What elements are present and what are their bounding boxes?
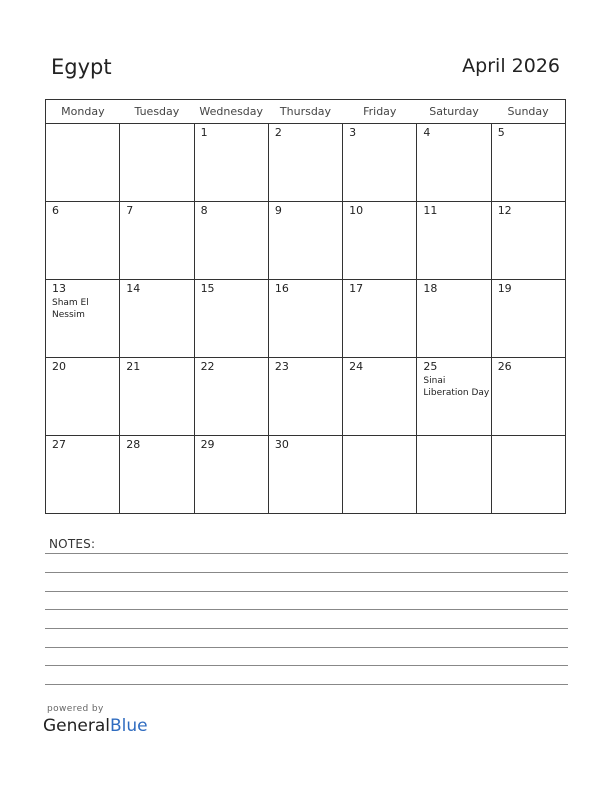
calendar-day-cell xyxy=(46,202,120,280)
day-number: 8 xyxy=(200,204,208,217)
day-number: 22 xyxy=(200,360,215,373)
note-line xyxy=(45,647,568,648)
calendar-week-row xyxy=(46,358,566,436)
day-number: 7 xyxy=(126,204,134,217)
weekday-friday: Friday xyxy=(343,100,417,124)
day-number: 24 xyxy=(349,360,364,373)
weekday-sunday: Sunday xyxy=(491,100,565,124)
calendar-day-cell xyxy=(491,280,565,358)
calendar-day-cell xyxy=(491,202,565,280)
calendar-day-cell xyxy=(343,358,417,436)
calendar-day-cell xyxy=(194,124,268,202)
calendar-day-cell xyxy=(194,202,268,280)
calendar-week-row xyxy=(46,202,566,280)
calendar-day-cell xyxy=(194,358,268,436)
day-number: 18 xyxy=(423,282,438,295)
day-number: 9 xyxy=(274,204,282,217)
note-line xyxy=(45,553,568,554)
day-number: 12 xyxy=(497,204,512,217)
day-number: 26 xyxy=(497,360,512,373)
day-number: 27 xyxy=(52,438,66,451)
note-line xyxy=(45,572,568,573)
note-line xyxy=(45,609,568,610)
calendar-day-cell xyxy=(46,124,120,202)
calendar-day-cell xyxy=(268,358,342,436)
day-number: 2 xyxy=(274,126,282,139)
calendar-week-row xyxy=(46,280,566,358)
calendar-day-cell xyxy=(120,436,194,514)
calendar-day-cell xyxy=(268,124,342,202)
note-line xyxy=(45,665,568,666)
day-number: 5 xyxy=(497,126,505,139)
day-number: 25 xyxy=(423,360,438,373)
weekday-header-row xyxy=(46,100,566,124)
day-number: 17 xyxy=(349,282,364,295)
note-line xyxy=(45,684,568,685)
day-number: 20 xyxy=(52,360,66,373)
month-year-title: April 2026 xyxy=(462,55,560,77)
day-number: 23 xyxy=(274,360,289,373)
weekday-wednesday: Wednesday xyxy=(194,100,268,124)
calendar-day-cell xyxy=(417,358,491,436)
day-number: 19 xyxy=(497,282,512,295)
calendar-day-cell xyxy=(268,436,342,514)
day-number: 4 xyxy=(423,126,431,139)
calendar-day-cell xyxy=(268,280,342,358)
weekday-thursday: Thursday xyxy=(268,100,342,124)
powered-by-text: powered by xyxy=(47,704,104,714)
day-number: 28 xyxy=(126,438,141,451)
day-number: 29 xyxy=(200,438,215,451)
brand-logo xyxy=(43,716,148,736)
calendar-day-cell xyxy=(343,436,417,514)
calendar-day-cell xyxy=(46,358,120,436)
calendar-day-cell xyxy=(120,124,194,202)
weekday-monday: Monday xyxy=(46,100,120,124)
day-number: 10 xyxy=(349,204,364,217)
day-number: 11 xyxy=(423,204,438,217)
calendar-week-row xyxy=(46,124,566,202)
note-line xyxy=(45,591,568,592)
calendar-day-cell xyxy=(120,358,194,436)
holiday-label: Sinai Liberation Day xyxy=(423,376,490,398)
calendar-week-row xyxy=(46,436,566,514)
calendar-day-cell xyxy=(417,124,491,202)
calendar-day-cell xyxy=(417,436,491,514)
country-title: Egypt xyxy=(51,55,112,79)
day-number: 6 xyxy=(52,204,59,217)
weekday-tuesday: Tuesday xyxy=(120,100,194,124)
day-number: 13 xyxy=(52,282,66,295)
day-number: 3 xyxy=(349,126,357,139)
calendar-day-cell xyxy=(268,202,342,280)
calendar-day-cell xyxy=(120,202,194,280)
calendar-day-cell xyxy=(491,436,565,514)
calendar-grid xyxy=(45,99,566,514)
calendar-day-cell xyxy=(417,280,491,358)
day-number: 14 xyxy=(126,282,141,295)
day-number: 16 xyxy=(274,282,289,295)
brand-general: General xyxy=(43,716,110,736)
calendar-day-cell xyxy=(417,202,491,280)
calendar-day-cell xyxy=(46,436,120,514)
weekday-saturday: Saturday xyxy=(417,100,491,124)
calendar-day-cell xyxy=(343,280,417,358)
notes-label: NOTES: xyxy=(49,537,96,551)
calendar-day-cell xyxy=(46,280,120,358)
calendar-day-cell xyxy=(343,202,417,280)
day-number: 1 xyxy=(200,126,208,139)
calendar-day-cell xyxy=(194,436,268,514)
day-number: 30 xyxy=(274,438,289,451)
calendar-day-cell xyxy=(194,280,268,358)
calendar-day-cell xyxy=(491,358,565,436)
calendar-day-cell xyxy=(491,124,565,202)
holiday-label: Sham El Nessim xyxy=(52,298,89,320)
calendar-day-cell xyxy=(120,280,194,358)
day-number: 15 xyxy=(200,282,215,295)
calendar-day-cell xyxy=(343,124,417,202)
note-line xyxy=(45,628,568,629)
day-number: 21 xyxy=(126,360,141,373)
brand-blue: Blue xyxy=(110,716,148,736)
